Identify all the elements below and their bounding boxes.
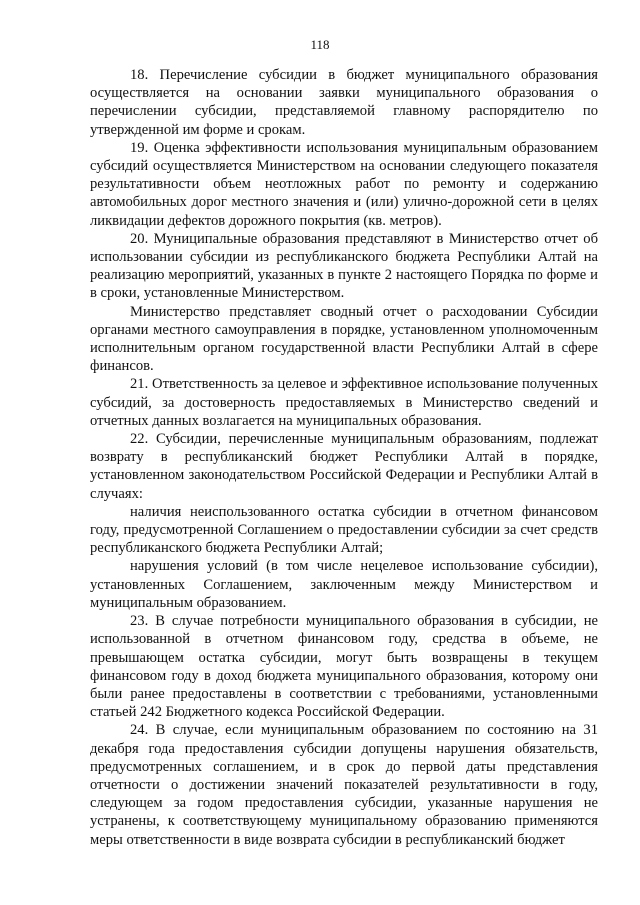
- page-number: 118: [310, 37, 330, 52]
- paragraph-22-case-unused-balance: наличия неиспользованного остатка субсидии в отчетном финансовом году, предусмотренной Соглашением о предоставлении субсидии за счет средств республиканского бюджета Республики Алтай;: [90, 503, 598, 557]
- paragraph-19: 19. Оценка эффективности использования муниципальным образованием субсидий осуществляется Министерством на основании следующего показателя результативности объем неотложных работ по ремонту и содержанию автомобильных дорог местного значения и (или) улично-дорожной сети в целях ликвидации дефектов дорожного покрытия (кв. метров).: [90, 139, 598, 229]
- paragraph-22: 22. Субсидии, перечисленные муниципальным образованиям, подлежат возврату в республиканский бюджет Республики Алтай в порядке, установленном законодательством Российской Федерации и Республики Алтай в случаях:: [90, 431, 598, 502]
- paragraph-20-ministry-report: Министерство представляет сводный отчет о расходовании Субсидии органами местного самоуправления в порядке, установленном уполномоченным исполнительным органом государственной власти Республики Алтай в сфере финансов.: [90, 303, 598, 375]
- paragraph-24: 24. В случае, если муниципальным образованием по состоянию на 31 декабря года предоставления субсидии допущены нарушения обязательств, предусмотренных соглашением, и в срок до первой даты представления отчетности о достижении значений показателей результативности в году, следующем за годом предоставления субсидии, указанные нарушения не устранены, к соответствующему муниципальному образованию применяются меры ответственности в виде возврата субсидии в республиканский бюджет: [90, 722, 598, 848]
- document-body: [90, 66, 598, 849]
- paragraph-18: 18. Перечисление субсидии в бюджет муниципального образования осуществляется на основании заявки муниципального образования о перечислении субсидии, представляемой главному распорядителю по утвержденной им форме и срокам.: [90, 67, 598, 138]
- paragraph-22-case-violation: нарушения условий (в том числе нецелевое использование субсидии), установленных Соглашением, заключенным между Министерством и муниципальным образованием.: [90, 558, 598, 611]
- paragraph-21: 21. Ответственность за целевое и эффективное использование полученных субсидий, за достоверность предоставляемых в Министерство сведений и отчетных данных возлагается на муниципальных образования.: [90, 376, 598, 429]
- paragraph-23: 23. В случае потребности муниципального образования в субсидии, не использованной в отчетном финансовом году, средства в объеме, не превышающем остатка субсидии, могут быть возвращены в текущем финансовом году в доход бюджета муниципального образования, которому они были ранее предоставлены в соответствии с требованиями, установленными статьей 242 Бюджетного кодекса Российской Федерации.: [90, 613, 598, 721]
- paragraph-20: 20. Муниципальные образования представляют в Министерство отчет об использовании субсидии из республиканского бюджета Республики Алтай на реализацию мероприятий, указанных в пункте 2 настоящего Порядка по форме и в сроки, установленные Министерством.: [90, 230, 598, 302]
